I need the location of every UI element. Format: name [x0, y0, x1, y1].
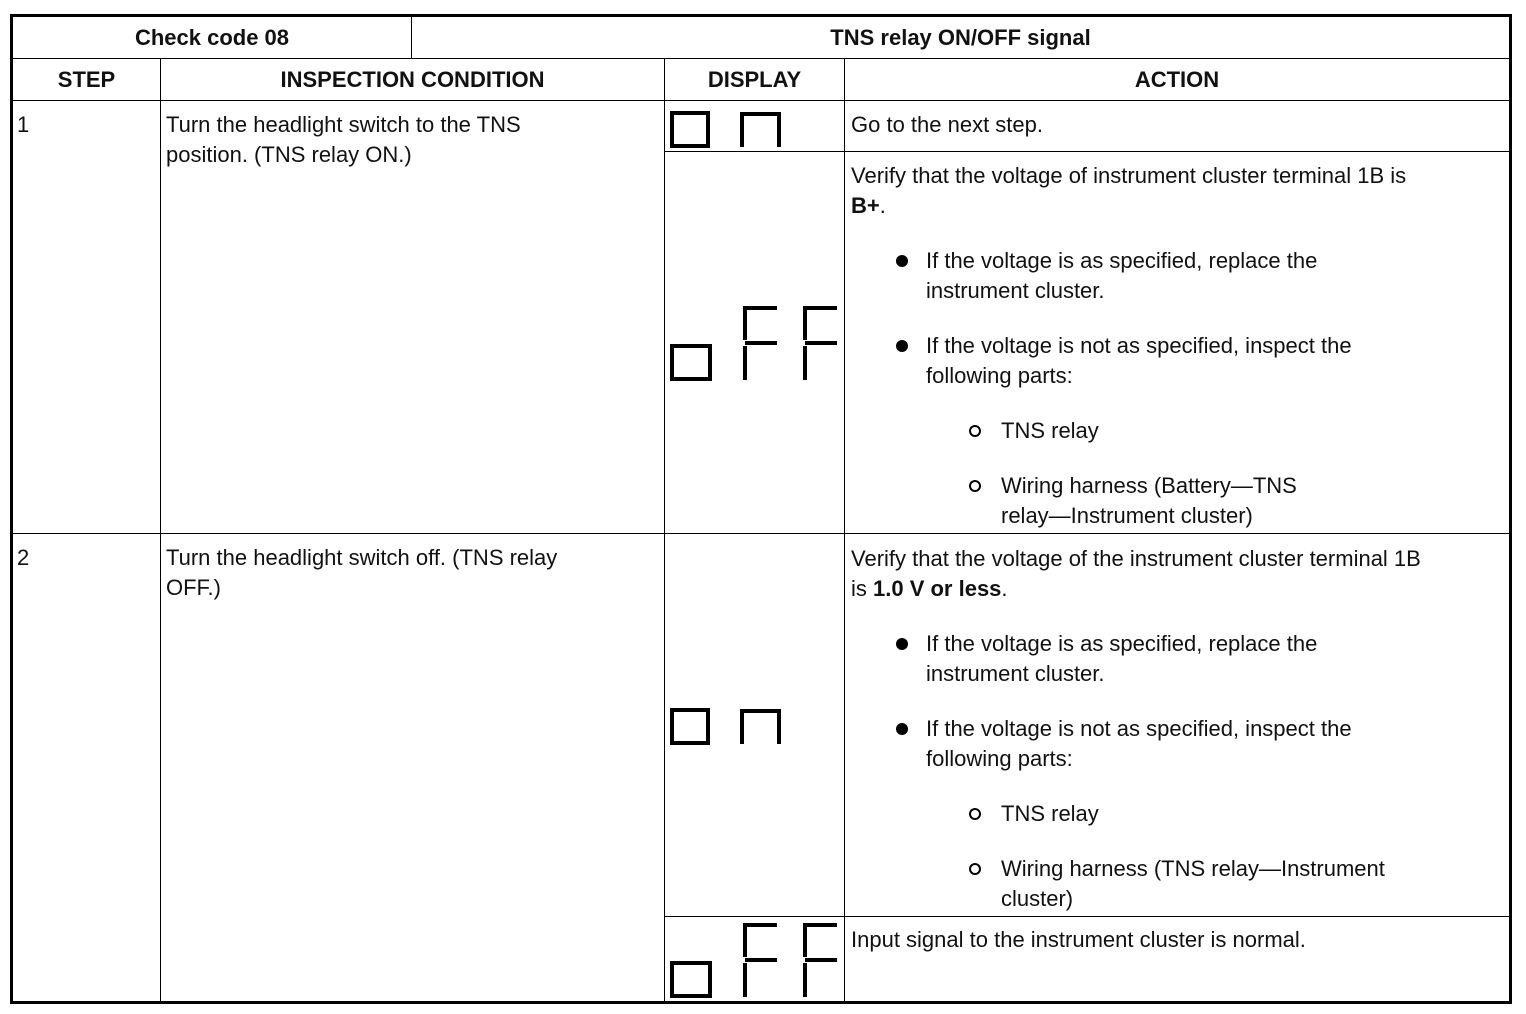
check-code-label: Check code 08 — [134, 25, 290, 50]
divider — [664, 916, 1509, 917]
list-item: instrument cluster. — [926, 661, 1105, 686]
bullet-icon — [896, 638, 908, 650]
action-text: Verify that the voltage of the instrument cluster terminal 1B — [851, 546, 1421, 571]
condition-text: Turn the headlight switch to the TNS — [166, 112, 521, 137]
bullet-icon — [896, 723, 908, 735]
condition-text: position. (TNS relay ON.) — [166, 142, 412, 167]
action-text: Input signal to the instrument cluster is normal. — [851, 927, 1306, 952]
column-header-step: STEP — [57, 67, 116, 92]
list-item: Wiring harness (TNS relay—Instrument — [1001, 856, 1385, 881]
sub-bullet-icon — [969, 480, 981, 492]
list-item: cluster) — [1001, 886, 1074, 911]
action-text: Verify that the voltage of instrument cluster terminal 1B is — [851, 163, 1407, 188]
check-code-table — [10, 14, 1512, 1004]
bullet-icon — [896, 255, 908, 267]
list-item: Wiring harness (Battery—TNS — [1001, 473, 1297, 498]
column-header-condition: INSPECTION CONDITION — [280, 67, 545, 92]
list-item: following parts: — [926, 746, 1073, 771]
column-header-display: DISPLAY — [707, 67, 802, 92]
list-item: TNS relay — [1001, 801, 1099, 826]
list-item: following parts: — [926, 363, 1073, 388]
divider — [13, 533, 1509, 534]
list-item: If the voltage is not as specified, inspect the — [926, 333, 1352, 358]
divider — [664, 58, 665, 1001]
divider — [664, 151, 1509, 152]
action-text: is 1.0 V or less. — [851, 576, 1008, 601]
list-item: relay—Instrument cluster) — [1001, 503, 1253, 528]
condition-text: Turn the headlight switch off. (TNS relay — [166, 545, 558, 570]
sub-bullet-icon — [969, 863, 981, 875]
segment-display-off — [669, 304, 849, 384]
list-item: If the voltage is as specified, replace the — [926, 248, 1318, 273]
voltage-spec: 1.0 V or less — [873, 576, 1002, 601]
table-title: TNS relay ON/OFF signal — [830, 25, 1091, 50]
list-item: TNS relay — [1001, 418, 1099, 443]
list-item: instrument cluster. — [926, 278, 1105, 303]
segment-display-on — [669, 109, 789, 149]
step-number: 1 — [17, 112, 30, 137]
divider — [844, 58, 845, 1001]
list-item: If the voltage is as specified, replace the — [926, 631, 1318, 656]
sub-bullet-icon — [969, 808, 981, 820]
column-header-action: ACTION — [1134, 67, 1220, 92]
step-number: 2 — [17, 545, 30, 570]
voltage-spec: B+ — [851, 193, 880, 218]
bullet-icon — [896, 340, 908, 352]
list-item: If the voltage is not as specified, inspect the — [926, 716, 1352, 741]
segment-display-off — [669, 921, 849, 1001]
action-text: Go to the next step. — [851, 112, 1044, 137]
action-text: B+. — [851, 193, 886, 218]
divider — [160, 58, 161, 1001]
sub-bullet-icon — [969, 425, 981, 437]
segment-display-on — [669, 706, 789, 746]
condition-text: OFF.) — [166, 575, 221, 600]
